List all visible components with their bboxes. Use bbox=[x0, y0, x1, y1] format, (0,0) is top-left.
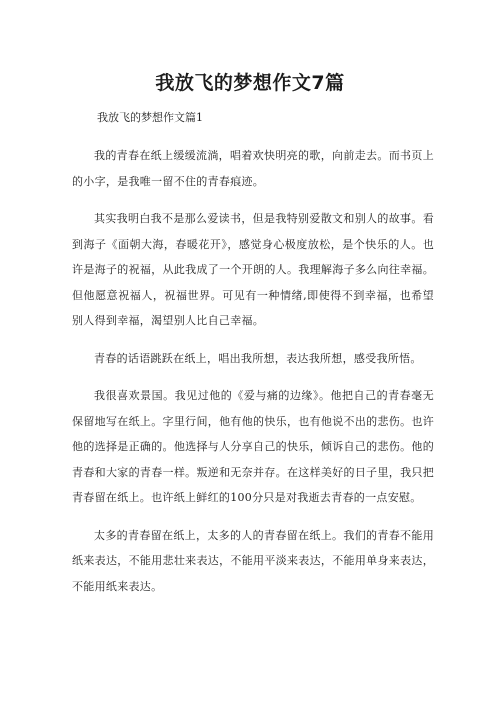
paragraph-4: 我很喜欢景国。我见过他的《爱与痛的边缘》。他把自己的青春毫无保留地写在纸上。字里行间，他有他的快乐，也有他说不出的悲伤。也许他的选择是正确的。他选择与人分享自己的快乐，倾诉自己的悲伤。他的青春和大家的青春一样。叛逆和无奈并存。在这样美好的日子里，我只把青春留在纸上。也许纸上鲜红的100分只是对我逝去青春的一点安慰。 bbox=[72, 389, 434, 504]
essay-subtitle: 我放飞的梦想作文篇1 bbox=[97, 111, 203, 124]
essay-body bbox=[72, 143, 434, 611]
paragraph-2: 其实我明白我不是那么爱读书，但是我特别爱散文和别人的故事。看到海子《面朝大海，春暖花开》，感觉身心极度放松，是个快乐的人。也许是海子的祝福，从此我成了一个开朗的人。我理解海子多么向往幸福。但他愿意祝福人，祝福世界。可见有一种情绪,即使得不到幸福，也希望别人得到幸福，渴望别人比自己幸福。 bbox=[72, 212, 434, 327]
paragraph-3: 青春的话语跳跃在纸上，唱出我所想，表达我所想，感受我所悟。 bbox=[94, 351, 422, 365]
paragraph-1: 我的青春在纸上缓缓流淌，唱着欢快明亮的歌，向前走去。而书页上的小字，是我唯一留不住的青春痕迹。 bbox=[72, 149, 434, 188]
paragraph-5: 太多的青春留在纸上，太多的人的青春留在纸上。我们的青春不能用纸来表达，不能用悲壮来表达，不能用平淡来表达，不能用单身来表达，不能用纸来表达。 bbox=[72, 528, 434, 593]
document-title: 我放飞的梦想作文7篇 bbox=[155, 72, 345, 94]
